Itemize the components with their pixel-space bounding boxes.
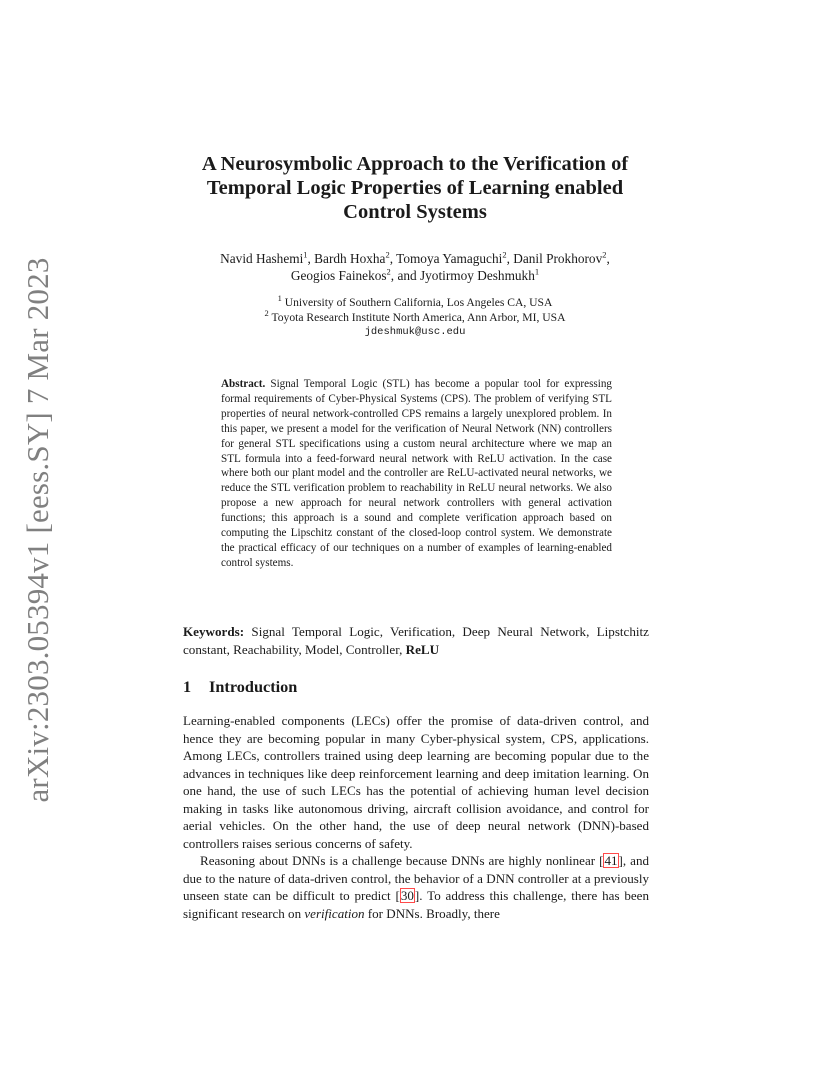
author-affiliation-mark: 1 [303, 249, 308, 260]
author-affiliation-mark: 2 [502, 249, 507, 260]
author-name: Danil Prokhorov [513, 251, 603, 266]
citation: [41] [599, 853, 623, 869]
section-heading [183, 677, 297, 697]
author-affiliation-mark: 2 [602, 249, 607, 260]
emphasized-term: verification [304, 906, 365, 922]
citation-link[interactable]: 30 [400, 888, 414, 904]
section-number: 1 [183, 677, 192, 696]
author-name: Tomoya Yamaguchi [396, 251, 503, 266]
paragraph-text: . To address this challenge, there has been significant research on [183, 888, 649, 922]
author-list [150, 250, 680, 284]
citation: [30] [395, 888, 420, 904]
author-line: Geogios Fainekos$^2$, and Jyotirmoy Deshmukh$^1$ [290, 266, 540, 283]
title-line: A Neurosymbolic Approach to the Verification of [201, 153, 629, 175]
author-name: Jyotirmoy Deshmukh [419, 268, 535, 283]
affiliation-mark: 1 [277, 293, 282, 304]
citation-link[interactable]: 41 [604, 853, 618, 869]
author-name: Bardh Hoxha [314, 251, 386, 266]
abstract-text: Signal Temporal Logic (STL) has become a popular tool for expressing formal requirements of Cyber-Physical Systems (CPS). The problem of verifying STL properties of neural network-controlled CPS remains a largely unexplored problem. In this paper, we present a model for the verification of Neural Network (NN) controllers for general STL specifications using a custom neural architecture where we map an STL formula into a feed-forward neural network with ReLU activation. In the case where both our plant model and the controller are ReLU-activated neural networks, we reduce the STL verification problem to reachability in ReLU neural networks. We also propose a new approach for neural network controllers with general activation functions; this approach is a sound and complete verification approach based on computing the Lipschitz constant of the closed-loop control system. We demonstrate the practical efficacy of our techniques on a number of examples of learning-enabled control systems. [221, 378, 612, 569]
author-affiliation-mark: 2 [385, 249, 390, 260]
author-line: Navid Hashemi$^1$, Bardh Hoxha$^2$, Tomoya Yamaguchi$^2$, Danil Prokhorov$^2$, [220, 249, 610, 266]
affiliation-line [150, 310, 680, 325]
affiliation-text: University of Southern California, Los Angeles CA, USA [284, 296, 553, 309]
author-name: Geogios Fainekos [290, 268, 387, 283]
arxiv-identifier-stamp[interactable]: arXiv:2303.05394v1 [eess.SY] 7 Mar 2023 [20, 257, 55, 803]
keywords [183, 623, 649, 658]
affiliation-line [150, 295, 680, 310]
affiliations [150, 295, 680, 340]
title-line: Temporal Logic Properties of Learning enabled [206, 177, 624, 199]
paragraph [183, 852, 649, 922]
paragraph: Learning-enabled components (LECs) offer the promise of data-driven control, and hence they are becoming popular in many Cyber-physical system, CPS, applications. Among LECs, controllers trained using deep learning are becoming popular due to the advances in techniques like deep reinforcement learning and deep imitation learning. On one hand, the use of such LECs has the potential of achieving human level decision making in tasks like autonomous driving, aircraft collision avoidance, and control for aerial vehicles. On the other hand, the use of deep neural network (DNN)-based controllers raises serious concerns of safety. [183, 713, 649, 851]
section-title: Introduction [209, 677, 298, 696]
keywords-bold-term: ReLU [405, 641, 440, 657]
contact-email[interactable]: jdeshmuk@usc.edu [364, 326, 466, 338]
paragraph-text: for DNNs. Broadly, there [367, 906, 500, 922]
body-text [183, 712, 649, 923]
author-name: Navid Hashemi [220, 251, 304, 266]
abstract-heading: Abstract. [221, 378, 266, 390]
title-line: Control Systems [343, 201, 487, 223]
affiliation-mark: 2 [264, 308, 269, 319]
paragraph-text: Reasoning about DNNs is a challenge because DNNs are highly nonlinear [200, 853, 596, 869]
author-conjunction: and [397, 268, 417, 283]
keywords-heading: Keywords: [183, 624, 245, 639]
author-affiliation-mark: 2 [386, 266, 391, 277]
abstract [221, 377, 612, 571]
affiliation-text: Toyota Research Institute North America, Ann Arbor, MI, USA [271, 311, 566, 324]
paragraph-text: , and due to the nature of data-driven control, the behavior of a DNN controller at a previously unseen state can be difficult to predict [183, 853, 649, 904]
author-affiliation-mark: 1 [534, 266, 540, 277]
keywords-text: Signal Temporal Logic, Verification, Deep Neural Network, Lipstchitz constant, Reachability, Model, Controller, [183, 624, 649, 657]
paper-title [150, 152, 680, 224]
